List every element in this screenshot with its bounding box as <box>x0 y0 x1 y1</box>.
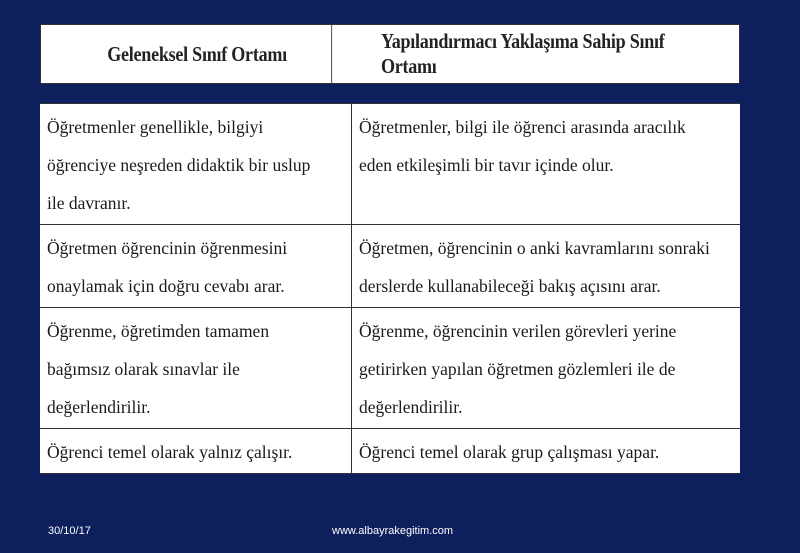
cell-traditional <box>40 225 352 307</box>
footer-date: 30/10/17 <box>48 525 91 537</box>
cell-line: öğrenciye neşreden didaktik bir uslup <box>47 155 311 175</box>
cell-line: onaylamak için doğru cevabı arar. <box>47 276 285 296</box>
header-traditional: Geleneksel Sınıf Ortamı <box>63 25 332 83</box>
comparison-table <box>40 103 740 474</box>
header-table <box>40 24 740 84</box>
cell-line: Öğrenci temel olarak yalnız çalışır. <box>47 442 293 462</box>
cell-constructivist <box>352 308 740 428</box>
table-row <box>40 429 740 473</box>
cell-line: derslerde kullanabileceği bakış açısını arar. <box>359 276 661 296</box>
cell-line: Öğrenci temel olarak grup çalışması yapar. <box>359 442 660 462</box>
cell-line: Öğretmenler genellikle, bilgiyi <box>47 117 264 137</box>
cell-line: Öğretmenler, bilgi ile öğrenci arasında aracılık <box>359 117 686 137</box>
cell-line: eden etkileşimli bir tavır içinde olur. <box>359 155 614 175</box>
cell-traditional <box>40 104 352 224</box>
cell-constructivist <box>352 429 740 473</box>
table-row <box>40 308 740 429</box>
table-row <box>40 225 740 308</box>
footer-url: www.albayrakegitim.com <box>332 525 454 537</box>
cell-traditional <box>40 429 352 473</box>
cell-line: ile davranır. <box>47 193 131 213</box>
cell-line: değerlendirilir. <box>359 397 463 417</box>
cell-line: değerlendirilir. <box>47 397 151 417</box>
cell-line: Öğrenme, öğretimden tamamen <box>47 321 270 341</box>
table-row <box>40 104 740 225</box>
cell-line: Öğrenme, öğrencinin verilen görevleri yerine <box>359 321 677 341</box>
cell-constructivist <box>352 104 740 224</box>
cell-constructivist <box>352 225 740 307</box>
cell-line: getirirken yapılan öğretmen gözlemleri ile de <box>359 359 676 379</box>
cell-line: Öğretmen öğrencinin öğrenmesini <box>47 238 288 258</box>
header-constructivist: Yapılandırmacı Yaklaşıma Sahip Sınıf Ortamı <box>380 29 665 78</box>
cell-traditional <box>40 308 352 428</box>
cell-line: Öğretmen, öğrencinin o anki kavramlarını sonraki <box>359 238 710 258</box>
cell-line: bağımsız olarak sınavlar ile <box>47 359 240 379</box>
